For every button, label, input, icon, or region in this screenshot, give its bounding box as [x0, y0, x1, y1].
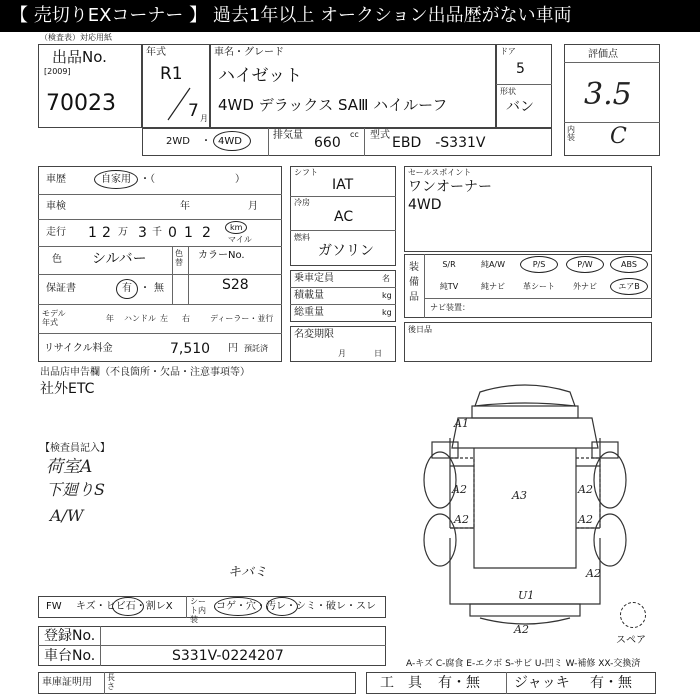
spare-label: スペア [616, 635, 646, 646]
color-label: 色 [52, 254, 62, 265]
owner-change-label: 名変期限 [294, 329, 334, 340]
mark-a2-bottom: A2 [586, 567, 601, 580]
ac-label: 冷房 [294, 198, 310, 207]
model-code-value: EBD -S331V [392, 135, 486, 151]
mark-a2-right: A2 [578, 483, 593, 496]
history-circle [94, 170, 138, 189]
color-code-value: S28 [222, 277, 249, 293]
equip-leather: 革シート [523, 282, 555, 291]
year-slash-mark [160, 86, 200, 124]
equip-ps-circle [520, 256, 558, 273]
inspector-line1: 荷室A [46, 457, 93, 477]
door-box [496, 44, 552, 128]
handle-left: 左 [160, 314, 168, 323]
equip-aw: 純A/W [480, 260, 506, 269]
capacity-2-unit: kg [382, 308, 392, 317]
door-label: ドア [500, 47, 516, 56]
model-code-label: 型式 [370, 130, 390, 141]
history-rest: ・（ ） [140, 174, 245, 185]
score-label: 評価点 [588, 49, 618, 60]
mileage-d3: 3 [138, 225, 147, 241]
mark-a2-rear: A2 [514, 623, 529, 636]
drive-dot: ・ [201, 136, 211, 147]
fuel-value: ガソリン [318, 243, 374, 259]
fw-seat-items: コゲ・穴・汚レ・シミ・破レ・スレ [216, 601, 376, 612]
displacement-value: 660 [314, 135, 341, 151]
mileage-mile: マイル [228, 235, 252, 244]
mark-a1: A1 [454, 417, 469, 430]
name-grade: 4WD デラックス SAⅢ ハイルーフ [218, 96, 448, 114]
mark-a2-left: A2 [452, 483, 467, 496]
ac-value: AC [334, 209, 354, 225]
tools-label: 工 具 [380, 675, 422, 691]
model-year-unit: 年 [106, 314, 114, 323]
inspector-line2: 下廻りS [46, 480, 105, 499]
warranty-yes-circle [116, 279, 138, 299]
mileage-d2: 2 [102, 225, 111, 241]
sales-point-label: セールスポイント [408, 168, 472, 177]
drive-2wd: 2WD [166, 136, 190, 147]
jack-value: 有・無 [590, 675, 632, 691]
interior-value: C [610, 124, 627, 149]
history-value: 自家用 [101, 174, 131, 185]
name-model: ハイゼット [218, 66, 303, 86]
fw-label: FW [46, 601, 62, 612]
equip-navi: 純ナビ [481, 282, 505, 291]
handle-label: ハンドル [124, 314, 156, 323]
equip-airbag-circle [610, 278, 648, 295]
seat-note: キバミ [228, 565, 268, 580]
banner: 【 売切りEXコーナー 】 過去1年以上 オークション出品歴がない車両 [0, 0, 700, 32]
mileage-sen: 千 [152, 227, 162, 238]
jack-label: ジャッキ [514, 675, 570, 691]
lot-number: 70023 [46, 91, 116, 116]
inspection-label: 車検 [46, 201, 66, 212]
mileage-km-circle [225, 221, 247, 234]
owner-change-day: 日 [374, 349, 382, 358]
recycle-unit: 円 [228, 343, 238, 354]
notes-value: 社外ETC [40, 381, 95, 397]
dealer-label: ディーラー・並行 [210, 314, 274, 323]
mark-a2-right-rear: A2 [578, 513, 593, 526]
spare-tire-icon [620, 602, 646, 628]
fw-seat-label: シート内装 [190, 597, 206, 624]
equip-pw-circle [566, 256, 604, 273]
inspector-line3: A/W [50, 506, 84, 525]
fw-chip-circle [112, 597, 144, 616]
lot-tag: [2009] [44, 67, 71, 76]
fw-seat-circle-2 [266, 597, 298, 616]
sales-point-line2: 4WD [408, 197, 442, 213]
year-month-unit: 月 [200, 114, 208, 123]
mileage-d5: 1 [184, 225, 193, 241]
door-value: 5 [516, 61, 525, 77]
history-label: 車歴 [46, 174, 66, 185]
shift-value: IAT [332, 177, 354, 193]
fw-items: キズ・ヒビ石・割レX [76, 601, 173, 612]
capacity-0-label: 乗車定員 [294, 273, 334, 284]
equipment-label: 装備品 [409, 262, 419, 303]
damage-legend: A-キズ C-腐食 E-エクボ S-サビ U-凹ミ W-補修 XX-交換済 [406, 659, 641, 669]
displacement-unit: cc [350, 130, 359, 139]
mileage-label: 走行 [46, 227, 66, 238]
shape-value: バン [506, 99, 534, 115]
registration-label: 登録No. [44, 628, 96, 644]
warranty-yes: 有 [122, 283, 132, 294]
year-month: 7 [188, 101, 199, 121]
handle-right: 右 [182, 314, 190, 323]
score-value: 3.5 [584, 77, 632, 112]
year-era: R1 [160, 64, 183, 84]
mileage-d6: 2 [202, 225, 211, 241]
owner-change-month: 月 [338, 349, 346, 358]
drive-4wd: 4WD [218, 136, 242, 147]
equip-ps: P/S [532, 260, 546, 269]
equip-ext-navi: 外ナビ [573, 282, 597, 291]
notes-label: 出品店申告欄（不良箇所・欠品・注意事項等） [40, 367, 250, 378]
model-year-label: モデル年式 [42, 309, 66, 327]
mark-u1: U1 [518, 589, 535, 602]
warranty-sep: ・ [140, 283, 150, 294]
year-label: 年式 [146, 47, 166, 58]
recycle-value: 7,510 [170, 341, 211, 357]
shape-label: 形状 [500, 87, 516, 96]
recycle-note: 預託済 [244, 344, 268, 353]
mileage-man: 万 [118, 227, 128, 238]
color-value: シルバー [92, 251, 147, 267]
chassis-label: 車台No. [44, 648, 96, 664]
color-change-label: 色替 [175, 249, 183, 267]
equip-sr: S/R [442, 260, 456, 269]
inspection-month-unit: 月 [248, 201, 258, 212]
capacity-0-unit: 名 [382, 274, 390, 283]
mileage-d4: 0 [168, 225, 177, 241]
warranty-label: 保証書 [46, 283, 76, 294]
displacement-label: 排気量 [273, 130, 303, 141]
lot-label: 出品No. [52, 48, 107, 66]
shift-label: シフト [294, 168, 318, 177]
mark-a2-left-rear: A2 [454, 513, 469, 526]
capacity-1-unit: kg [382, 291, 392, 300]
warranty-no: 無 [154, 283, 164, 294]
chassis-value: S331V-0224207 [172, 648, 284, 664]
equip-navi-device: ナビ装置： [430, 303, 470, 312]
recycle-label: リサイクル料金 [44, 343, 113, 354]
drive-4wd-circle [213, 131, 251, 151]
inspector-label: 【検査員記入】 [40, 443, 110, 454]
tools-value: 有・無 [438, 675, 480, 691]
sales-point-line1: ワンオーナー [408, 179, 492, 195]
mileage-d1: 1 [88, 225, 97, 241]
top-partial-label: （検査表）対応用紙 [40, 33, 112, 42]
interior-label: 内装 [567, 125, 575, 142]
name-label: 車名・グレード [214, 47, 284, 58]
mark-a3: A3 [512, 489, 527, 502]
later-items-box [404, 322, 652, 362]
equip-abs: ABS [621, 260, 637, 269]
equip-airbag: エアB [618, 282, 640, 291]
later-items-label: 後日品 [408, 325, 432, 334]
fw-seat-circle-1 [214, 597, 262, 616]
equip-abs-circle [610, 256, 648, 273]
color-code-label: カラーNo. [198, 250, 245, 261]
cert-label: 車庫証明用 [42, 677, 92, 688]
fuel-label: 燃料 [294, 233, 310, 242]
capacity-2-label: 総重量 [294, 307, 324, 318]
mileage-km: km [230, 223, 243, 232]
cert-length-label: 長さ [107, 673, 115, 691]
capacity-1-label: 積載量 [294, 290, 324, 301]
inspection-year-unit: 年 [180, 201, 190, 212]
equip-pw: P/W [577, 260, 593, 269]
equip-tv: 純TV [439, 282, 459, 291]
